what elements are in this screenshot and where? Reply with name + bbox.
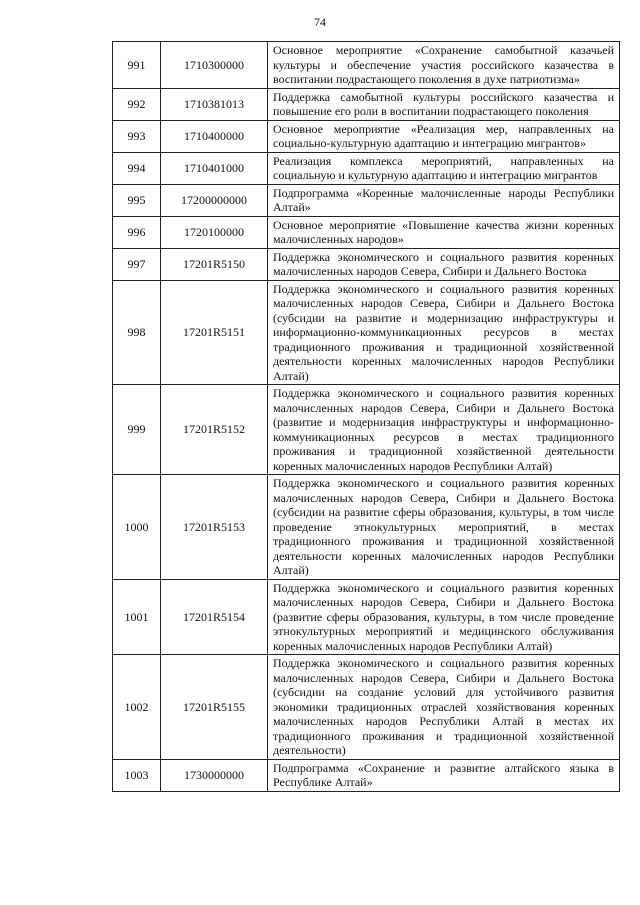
table-row [113,248,620,280]
row-number-cell: 991 [113,42,161,89]
budget-table [112,41,620,792]
row-code-cell: 1710400000 [161,120,268,152]
row-code-cell: 17201R5154 [161,579,268,655]
row-number-cell: 996 [113,216,161,248]
table-row [113,655,620,760]
row-number-cell: 994 [113,152,161,184]
row-number-cell: 998 [113,280,161,385]
row-code-cell: 17201R5151 [161,280,268,385]
row-name-cell: Основное мероприятие «Реализация мер, направленных на социально-культурную адаптацию и интеграцию мигрантов» [268,120,620,152]
table-row [113,120,620,152]
table-row [113,88,620,120]
table-row [113,42,620,89]
row-name-cell: Основное мероприятие «Сохранение самобытной казачьей культуры и обеспечение участия российского казачества в воспитании подрастающего поколения в духе патриотизма» [268,42,620,89]
row-code-cell: 17201R5152 [161,385,268,475]
row-code-cell: 17201R5150 [161,248,268,280]
row-name-cell: Поддержка самобытной культуры российского казачества и повышение его роли в воспитании подрастающего поколения [268,88,620,120]
row-number-cell: 997 [113,248,161,280]
row-number-cell: 1002 [113,655,161,760]
table-row [113,152,620,184]
table-row [113,216,620,248]
row-name-cell: Основное мероприятие «Повышение качества жизни коренных малочисленных народов» [268,216,620,248]
table-row [113,385,620,475]
row-name-cell: Поддержка экономического и социального развития коренных малочисленных народов Севера, Сибири и Дальнего Востока (развитие и модернизация инфраструктуры и информационно-коммуникационных ресурсов в местах традиционного проживания и традиционной хозяйственной деятельности коренных малочисленных народов Республики Алтай) [268,385,620,475]
row-name-cell: Поддержка экономического и социального развития коренных малочисленных народов Севера, Сибири и Дальнего Востока (субсидии на развитие сферы образования, культуры, в том числе проведение этнокультурных мероприятий, в местах традиционного проживания и традиционной хозяйственной деятельности коренных малочисленных народов Республики Алтай) [268,475,620,580]
row-number-cell: 992 [113,88,161,120]
row-code-cell: 1710381013 [161,88,268,120]
table-row [113,475,620,580]
table-row [113,280,620,385]
row-number-cell: 999 [113,385,161,475]
row-code-cell: 1710300000 [161,42,268,89]
row-number-cell: 995 [113,184,161,216]
row-name-cell: Поддержка экономического и социального развития коренных малочисленных народов Севера, Сибири и Дальнего Востока (субсидии на создание условий для устойчивого развития экономики традиционных отраслей хозяйствования коренных малочисленных народов Республики Алтай в местах их традиционного проживания и традиционной хозяйственной деятельности) [268,655,620,760]
row-code-cell: 17200000000 [161,184,268,216]
row-name-cell: Поддержка экономического и социального развития коренных малочисленных народов Севера, Сибири и Дальнего Востока [268,248,620,280]
row-name-cell: Поддержка экономического и социального развития коренных малочисленных народов Севера, Сибири и Дальнего Востока (развитие сферы образования, культуры, в том числе проведение этнокультурных мероприятий и медицинского обслуживания коренных малочисленных народов Республики Алтай) [268,579,620,655]
row-number-cell: 993 [113,120,161,152]
row-number-cell: 1001 [113,579,161,655]
table-body [113,42,620,792]
row-code-cell: 17201R5155 [161,655,268,760]
table-row [113,759,620,791]
row-code-cell: 17201R5153 [161,475,268,580]
page-number: 74 [314,15,326,29]
row-code-cell: 1720100000 [161,216,268,248]
row-name-cell: Подпрограмма «Коренные малочисленные народы Республики Алтай» [268,184,620,216]
row-code-cell: 1710401000 [161,152,268,184]
row-name-cell: Реализация комплекса мероприятий, направленных на социальную и культурную адаптацию и интеграцию мигрантов [268,152,620,184]
row-code-cell: 1730000000 [161,759,268,791]
row-name-cell: Поддержка экономического и социального развития коренных малочисленных народов Севера, Сибири и Дальнего Востока (субсидии на развитие и модернизацию инфраструктуры и информационно-коммуникационных ресурсов в местах традиционного проживания и традиционной хозяйственной деятельности коренных малочисленных народов Республики Алтай) [268,280,620,385]
table-row [113,579,620,655]
row-number-cell: 1000 [113,475,161,580]
row-name-cell: Подпрограмма «Сохранение и развитие алтайского языка в Республике Алтай» [268,759,620,791]
row-number-cell: 1003 [113,759,161,791]
table-row [113,184,620,216]
